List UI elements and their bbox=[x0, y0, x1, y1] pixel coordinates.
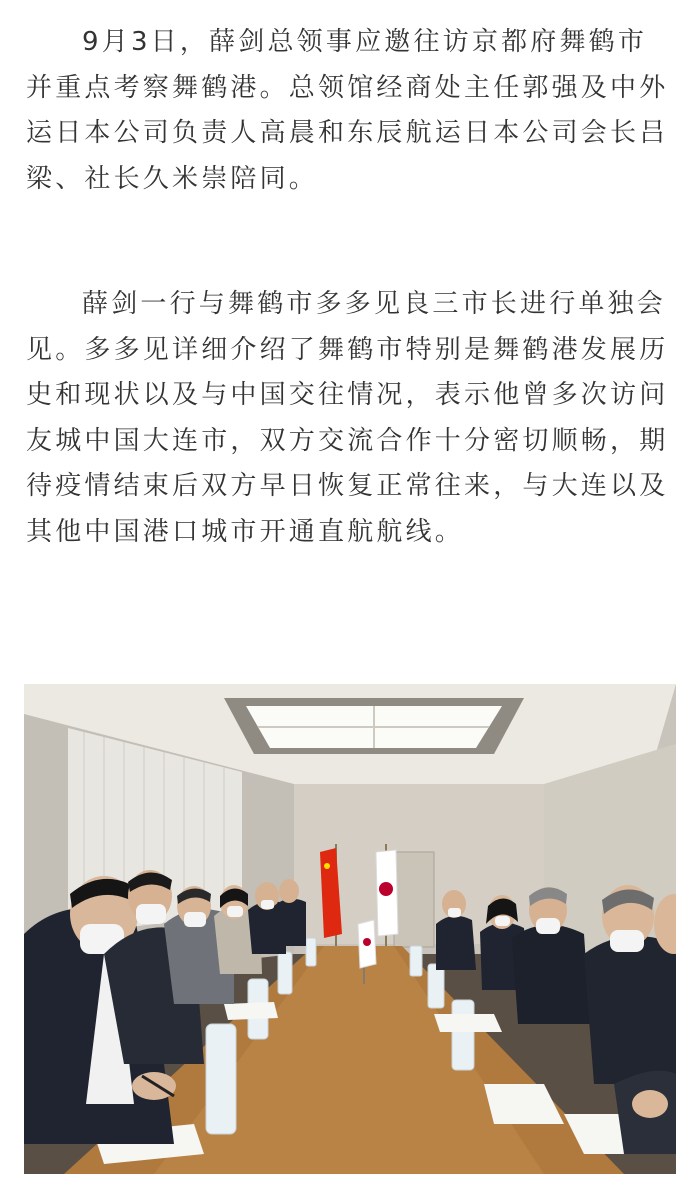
door bbox=[394, 852, 434, 947]
meeting-illustration bbox=[24, 684, 676, 1174]
paragraph-2: 薛剑一行与舞鹤市多多见良三市长进行单独会见。多多见详细介绍了舞鹤市特别是舞鹤港发展历史和现状以及与中国交往情况，表示他曾多次访问友城中国大连市，双方交流合作十分密切顺畅，期待疫情结束后双方早日恢复正常往来，与大连以及其他中国港口城市开通直航航线。 bbox=[26, 289, 669, 547]
paragraph-1: 9月3日，薛剑总领事应邀往访京都府舞鹤市并重点考察舞鹤港。总领馆经商处主任郭强及中外运日本公司负责人高晨和东辰航运日本公司会长吕梁、社长久米崇陪同。 bbox=[26, 27, 669, 194]
writing-hand bbox=[132, 1072, 176, 1100]
meeting-photo bbox=[24, 684, 676, 1174]
